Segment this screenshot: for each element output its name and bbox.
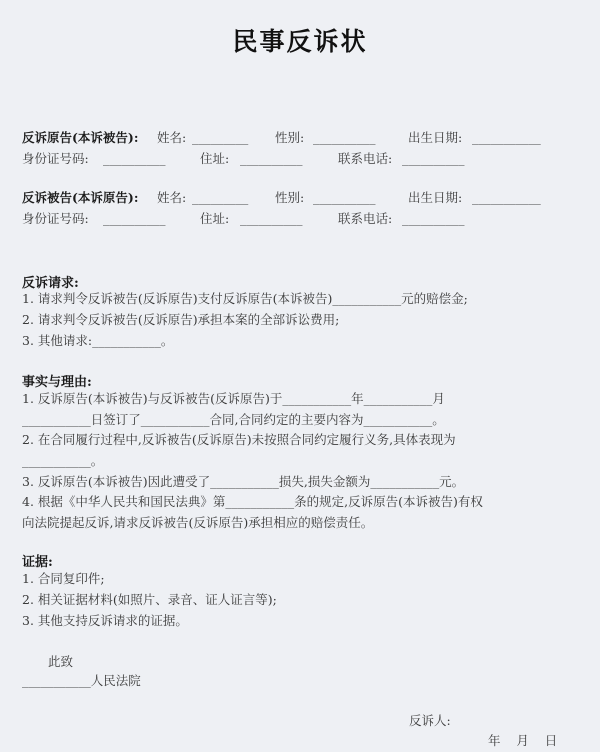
claim-item: 2. 请求判令反诉被告(反诉原告)承担本案的全部诉讼费用;: [22, 312, 340, 327]
fact-line: 3. 反诉原告(本诉被告)因此遭受了___________损失,损失金额为___________元。: [22, 474, 465, 489]
defendant-id-blank: __________: [103, 211, 166, 226]
defendant-name-label: 姓名:: [157, 190, 187, 205]
fact-line: ___________。: [22, 453, 104, 468]
defendant-gender-blank: __________: [313, 190, 376, 205]
facts-heading: 事实与理由:: [22, 375, 92, 390]
claims-heading: 反诉请求:: [22, 276, 79, 291]
defendant-birth-label: 出生日期:: [408, 190, 463, 205]
fact-line: 2. 在合同履行过程中,反诉被告(反诉原告)未按照合同约定履行义务,具体表现为: [22, 432, 456, 447]
claim-item: 1. 请求判令反诉被告(反诉原告)支付反诉原告(本诉被告)___________元的赔偿金;: [22, 291, 468, 306]
plaintiff-role: 反诉原告(本诉被告):: [22, 130, 139, 145]
plaintiff-name-label: 姓名:: [157, 130, 187, 145]
evidence-heading: 证据:: [22, 555, 53, 570]
defendant-address-blank: __________: [240, 211, 303, 226]
fact-line: ___________日签订了___________合同,合同约定的主要内容为___________。: [22, 412, 445, 427]
document-title: 民事反诉状: [232, 27, 368, 56]
defendant-name-blank: _________: [192, 190, 249, 205]
defendant-address-label: 住址:: [200, 211, 230, 226]
plaintiff-id-blank: __________: [103, 151, 166, 166]
plaintiff-phone-blank: __________: [402, 151, 465, 166]
plaintiff-phone-label: 联系电话:: [338, 151, 393, 166]
signing-date: 年 月 日: [488, 733, 558, 748]
defendant-birth-blank: ___________: [472, 190, 541, 205]
plaintiff-name-blank: _________: [192, 130, 249, 145]
plaintiff-gender-blank: __________: [313, 130, 376, 145]
plaintiff-address-blank: __________: [240, 151, 303, 166]
plaintiff-address-label: 住址:: [200, 151, 230, 166]
plaintiff-gender-label: 性别:: [275, 130, 305, 145]
plaintiff-birth-blank: ___________: [472, 130, 541, 145]
defendant-phone-label: 联系电话:: [338, 211, 393, 226]
claim-item: 3. 其他请求:___________。: [22, 333, 174, 348]
fact-line: 1. 反诉原告(本诉被告)与反诉被告(反诉原告)于___________年___________月: [22, 391, 445, 406]
fact-line: 4. 根据《中华人民共和国民法典》第___________条的规定,反诉原告(本诉被告)有权: [22, 494, 483, 509]
fact-line: 向法院提起反诉,请求反诉被告(反诉原告)承担相应的赔偿责任。: [22, 515, 374, 530]
salutation: 此致: [48, 654, 74, 669]
evidence-item: 1. 合同复印件;: [22, 571, 105, 586]
defendant-id-label: 身份证号码:: [22, 211, 89, 226]
evidence-item: 2. 相关证据材料(如照片、录音、证人证言等);: [22, 592, 277, 607]
court-name: ___________人民法院: [22, 673, 141, 688]
plaintiff-birth-label: 出生日期:: [408, 130, 463, 145]
defendant-phone-blank: __________: [402, 211, 465, 226]
defendant-gender-label: 性别:: [275, 190, 305, 205]
signer-label: 反诉人:: [409, 713, 451, 728]
defendant-role: 反诉被告(本诉原告):: [22, 190, 139, 205]
evidence-item: 3. 其他支持反诉请求的证据。: [22, 613, 188, 628]
plaintiff-id-label: 身份证号码:: [22, 151, 89, 166]
